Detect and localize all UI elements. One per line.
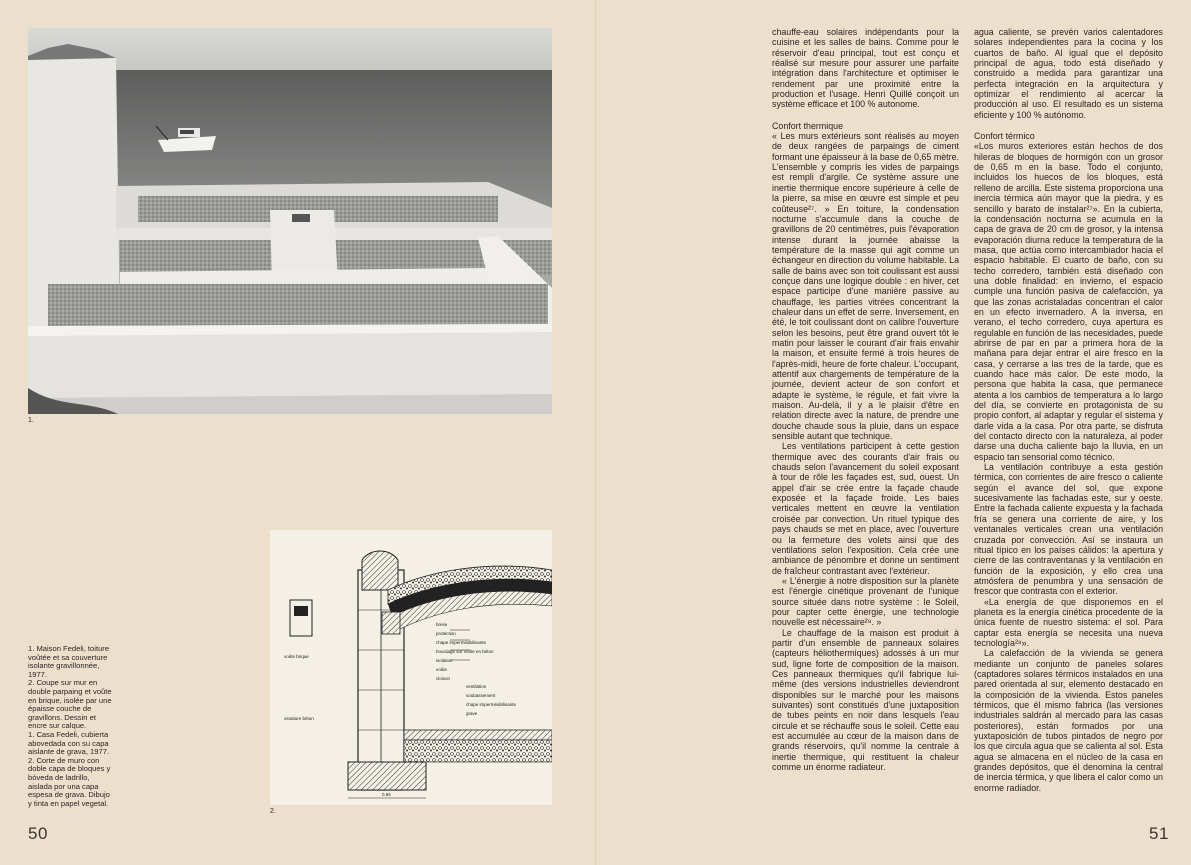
- caption-fr-2: 2. Coupe sur mur en double parpaing et voûte en brique, isolée par une épaisse couche de gravillons. Dessin et encre sur calque.: [28, 678, 112, 731]
- label-3: chape imperméabilisante: [436, 640, 487, 645]
- label-5: isolation: [436, 658, 453, 663]
- french-para-0: chauffe-eau solaires indépendants pour la cuisine et les salles de bains. Comme pour le réservoir d'eau principal, tout est conçu et réalisé sur mesure pour assurer une parfaite intégration dans l'architecture et optimiser le rendement par une proximité entre la production et l'usage. Henri Quillé conçoit un système efficace et 100 % autonome.: [772, 27, 959, 110]
- figure-2-number: 2.: [270, 808, 276, 815]
- french-subheading: Confort thermique: [772, 120, 844, 131]
- french-para-1: « Les murs extérieurs sont réalisés au moyen de deux rangées de parpaings de ciment formant une épaisseur à la base de 0,65 mètre. L'ensemble y compris les vides de parpaings est rempli d'argile. Ce système assure une inertie thermique encore supérieure à celle de la pierre, sa mise en œuvre est simple et peu coûteuse²⁷. » En toiture, la condensation nocturne s'accumule dans la couche de gravillons de 20 centimètres, puis l'évaporation intense durant la journée abaisse la température de la masse qui agit comme un échangeur en direction du volume habitable. La salle de bains avec son toit coulissant est aussi conçue dans une logique double : en hiver, cet espace participe d'une manière passive au chauffage, les parties vitrées concentrant la chaleur dans un effet de serre. Inversement, en été, le toit coulissant dont on calibre l'ouverture selon les besoins, peut être grand ouvert tôt le matin pour laisser le courant d'air frais envahir la maison, et ensuite fermé à trois heures de l'après-midi, heure de forte chaleur. L'occupant, attentif aux chargements de température de la journée, devient acteur de son confort et adapte le système, le régule, et fait vivre la maison. Au-delà, il y a le plaisir d'être en relation directe avec la nature, de prendre une douche chaude sous la pluie, dans un espace sensible autant que technique.: [772, 131, 959, 442]
- french-para-2: Les ventilations participent à cette gestion thermique avec des courants d'air frais ou chauds selon l'avancement du soleil exposant à tour de rôle les façades est, sud, ouest. Un appel d'air se crée entre la façade chaude exposée et la façade froide. Les baies verticales mettent en œuvre la ventilation croisée par convection. Un rituel typique des pays chauds se met en place, avec l'ouverture ou la fermeture des volets ainsi que des ventilations selon l'exposition. Cela crée une ambiance de pénombre et donne un sentiment de fraîcheur contrastant avec l'extérieur.: [772, 441, 959, 576]
- label-8: voûte brique: [284, 654, 309, 659]
- spanish-para-1: «Los muros exteriores están hechos de dos hileras de bloques de hormigón con un grosor de 0,65 m en la base. Todo el conjunto, incluidos los huecos de los bloques, está relleno de arcilla. Este sistema proporciona una inercia térmica aún mayor que la piedra, y es sencillo y barato de instalar²⁷». En la cubierta, la condensación nocturna se acumula en la capa de grava de 20 cm de grosor, y la intensa evaporación diurna reduce la temperatura de la masa, que actúa como intercambiador hacia el espacio habitable. El cuarto de baño, con su techo corredero, también está diseñado con una doble finalidad: en invierno, el espacio cumple una función pasiva de calefacción, ya que las zonas acristaladas concentran el calor en un efecto invernadero. A la inversa, en verano, el techo corredero, cuya apertura es regulable en función de las necesidades, puede abrirse de par en par a primera hora de la mañana para dejar entrar el aire fresco en la casa, y cerrarse a las tres de la tarde, que es cuando hace más calor. De este modo, la persona que habita la casa, que permanece atenta a los cambios de temperatura a lo largo del día, se convierte en protagonista de su propio confort, al adaptar y regular el sistema y darle vida a la casa. Por otra parte, se disfruta del contacto directo con la naturaleza, al poder darse una ducha caliente bajo la lluvia, en un espacio tan sensorial como técnico.: [974, 141, 1163, 462]
- photo-maison-fedeli-roof: [28, 28, 552, 414]
- photo-illustration: [28, 28, 552, 414]
- spanish-para-2: La ventilación contribuye a esta gestión térmica, con corrientes de aire fresco o caliente según el avance del sol, que expone sucesivamente las fachadas este, sur y oeste. Entre la fachada caliente expuesta y la fachada fría se genera una corriente de aire, y los ventanales verticales crean una ventilación cruzada por convección. Así se instaura un ritual típico en los países cálidos: la apertura y cierre de las contraventanas y la ventilación en función de la exposición, y ello crea una atmósfera de penumbra y una sensación de frescor que contrasta con el exterior.: [974, 462, 1163, 597]
- spanish-text-column: [974, 27, 1163, 793]
- spanish-para-0: agua caliente, se prevén varios calentadores solares independientes para la cocina y los cuartos de baño. Al igual que el depósito principal de agua, todo está diseñado y construido a medida para garantizar una perfecta integración en la arquitectura y optimizar el rendimiento al acercar la producción al uso. El resultado es un sistema eficiente y 100 % autónomo.: [974, 27, 1163, 120]
- caption-fr-1: 1. Maison Fedeli, toiture voûtée et sa couverture isolante gravillonnée, 1977.: [28, 644, 110, 679]
- spanish-para-3: «La energía de que disponemos en el planeta es la energía cinética procedente de la única fuente de nuestro sistema: el sol. Para captar esta energía se necesita una nueva tecnología²⁸».: [974, 596, 1163, 648]
- label-12: grave: [466, 711, 478, 716]
- label-10: soubassement: [466, 693, 496, 698]
- page-number-right: 51: [1149, 824, 1169, 843]
- wall-section-illustration: [270, 530, 552, 805]
- spanish-subheading: Confort térmico: [974, 131, 1035, 142]
- caption-es-2: 2. Corte de muro con doble capa de bloques y bóveda de ladrillo, aislada por una capa espesa de grava. Dibujo y tinta en papel vegetal.: [28, 755, 111, 808]
- label-13: ossature béton: [284, 716, 314, 721]
- captions-block: [28, 645, 112, 808]
- gutter: [595, 0, 596, 865]
- caption-es-1: 1. Casa Fedeli, cubierta abovedada con su capa aislante de grava, 1977.: [28, 729, 110, 757]
- french-text-column: [772, 27, 959, 772]
- label-7: cloison: [436, 676, 451, 681]
- page-number-left: 50: [28, 824, 48, 843]
- label-11: chape imperméabilisante: [466, 702, 517, 707]
- french-para-4: Le chauffage de la maison est produit à partir d'un ensemble de panneaux solaires (capteurs héliothermiques) adossés à un mur sud, ligne forte de composition de la maison. Ces panneaux thermiques qu'il fabrique lui-même (des versions industrielles deviendront disponibles sur le marché pour les maisons suivantes) sont constitués d'une juxtaposition de tubes peints en noir dans lesquels l'eau circule et se réchauffe sous le soleil. Cette eau est accumulée au cœur de la maison dans de grands réservoirs, qu'il nomme la centrale à inertie thermique, qui restituent la chaleur comme un énorme radiateur.: [772, 627, 959, 773]
- label-9: ventilation: [466, 684, 487, 689]
- label-6: voûte: [436, 667, 448, 672]
- section-drawing: [270, 530, 552, 805]
- label-1: brese: [436, 622, 448, 627]
- figure-1-number: 1.: [28, 417, 34, 424]
- french-para-3: « L'énergie à notre disposition sur la planète est l'énergie cinétique provenant de l'unique source située dans notre système : le Soleil, pour capter cette énergie, une technologie nouvelle est nécessaire²⁸. »: [772, 575, 959, 628]
- dimension-label: 0.65: [382, 792, 391, 797]
- spanish-para-4: La calefacción de la vivienda se genera mediante un conjunto de paneles solares (captadores solares térmicos instalados en una pared orientada al sur, elemento destacado en la composición de la vivienda. Estos paneles térmicos, que él mismo fabrica (las versiones industriales saldrán al mercado para las casas posteriores), están formados por una yuxtaposición de tubos pintados de negro por los que circula agua que se calienta al sol. Esta agua se almacena en el núcleo de la casa en grandes depósitos, que él denomina la central de inercia térmica, y que libera el calor como un enorme radiador.: [974, 648, 1163, 793]
- label-4: hourdage sur voûte en béton: [436, 649, 494, 654]
- label-2: protection: [436, 631, 456, 636]
